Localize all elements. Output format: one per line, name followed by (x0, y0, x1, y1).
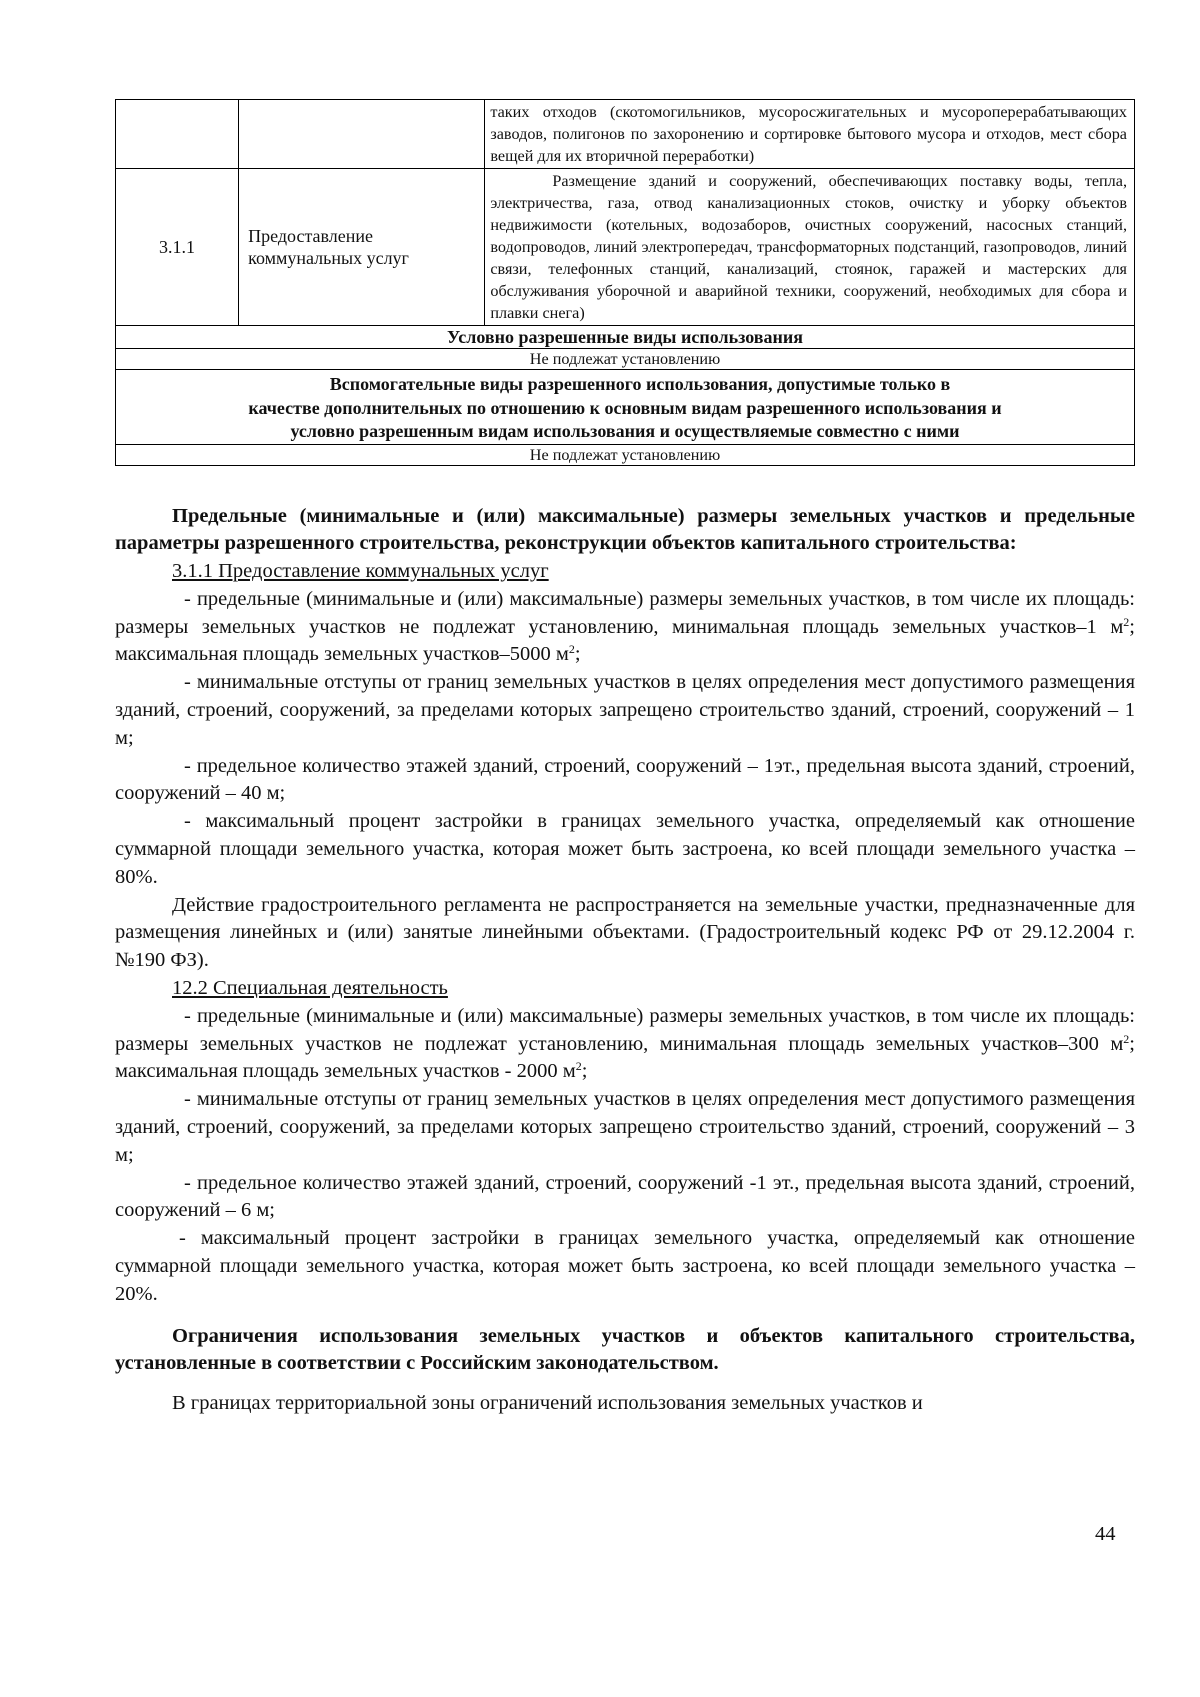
table-row (116, 349, 1135, 370)
paragraph: - предельные (минимальные и (или) максимальные) размеры земельных участков, в том числе их площадь: размеры земельных участков не подлежат установлению, минимальная площадь земельных участков–1 $м^2$; максимальная площадь земельных участков–5000 $м^2$; (115, 587, 1135, 666)
table-cell-code: 3.1.1 (116, 169, 239, 326)
section-title-12-2: 12.2 Специальная деятельность (172, 977, 448, 1000)
document-body (115, 503, 1135, 1419)
conditional-uses-heading: Условно разрешенные виды использования (116, 326, 1135, 349)
limits-heading: Предельные (минимальные и (или) максимальные) размеры земельных участков и предельные параметры разрешенного строительства, реконструкции объектов капитального строительства: (115, 504, 1135, 555)
paragraph: Действие градостроительного регламента не распространяется на земельные участки, предназначенные для размещения линейных и (или) занятые линейными объектами. (Градостроительный кодекс РФ от 29.12.2004 г. №190 ФЗ). (115, 893, 1135, 972)
paragraph: В границах территориальной зоны ограничений использования земельных участков и (172, 1392, 923, 1415)
paragraph: - минимальные отступы от границ земельных участков в целях определения мест допустимого размещения зданий, строений, сооружений, за пределами которых запрещено строительство зданий, строений, сооружений – 1 м; (115, 671, 1135, 749)
auxiliary-heading-line: условно разрешенным видам использования и осуществляемые совместно с ними (290, 421, 960, 441)
table-row (116, 444, 1135, 465)
paragraph: - предельное количество этажей зданий, строений, сооружений – 1эт., предельная высота зданий, строений, сооружений – 40 м; (115, 754, 1135, 805)
page-number: 44 (1095, 1523, 1116, 1545)
table-cell-name (239, 100, 485, 169)
restrictions-heading: Ограничения использования земельных участков и объектов капитального строительства, установленные в соответствии с Российским законодательством. (115, 1324, 1135, 1375)
table-cell-description: Размещение зданий и сооружений, обеспечивающих поставку воды, тепла, электричества, газа, отвод канализационных стоков, очистку и уборку объектов недвижимости (котельных, водозаборов, очистных сооружений, насосных станций, водопроводов, линий электропередач, трансформаторных подстанций, газопроводов, линий связи, телефонных станций, канализаций, стоянок, гаражей и мастерских для обслуживания уборочной и аварийной техники, сооружений, необходимых для сбора и плавки снега) (485, 169, 1135, 326)
table-cell-code (116, 100, 239, 169)
table-row (116, 326, 1135, 349)
table-row (116, 100, 1135, 169)
land-use-table (115, 99, 1135, 466)
paragraph: - максимальный процент застройки в границах земельного участка, определяемый как отношение суммарной площади земельного участка, которая может быть застроена, ко всей площади земельного участка – 80%. (115, 810, 1135, 888)
auxiliary-uses-heading (116, 370, 1135, 445)
table-row (116, 169, 1135, 326)
section-title-3-1-1: 3.1.1 Предоставление коммунальных услуг (172, 560, 549, 583)
conditional-uses-value: Не подлежат установлению (116, 349, 1135, 370)
paragraph: - минимальные отступы от границ земельных участков в целях определения мест допустимого размещения зданий, строений, сооружений, за пределами которых запрещено строительство зданий, строений, сооружений – 3 м; (115, 1088, 1135, 1166)
table-row (116, 370, 1135, 445)
table-cell-description: таких отходов (скотомогильников, мусоросжигательных и мусороперерабатывающих заводов, полигонов по захоронению и сортировке бытового мусора и отходов, мест сбора вещей для их вторичной переработки) (485, 100, 1135, 169)
paragraph: - предельные (минимальные и (или) максимальные) размеры земельных участков, в том числе их площадь: размеры земельных участков не подлежат установлению, минимальная площадь земельных участков–300 $м^2$; максимальная площадь земельных участков - 2000 $м^2$; (115, 1004, 1135, 1083)
auxiliary-uses-value: Не подлежат установлению (116, 444, 1135, 465)
paragraph: - предельное количество этажей зданий, строений, сооружений -1 эт., предельная высота зданий, строений, сооружений – 6 м; (115, 1171, 1135, 1222)
auxiliary-heading-line: Вспомогательные виды разрешенного использования, допустимые только в (329, 374, 951, 394)
table-cell-name: Предоставление коммунальных услуг (239, 169, 485, 326)
document-page (115, 99, 1135, 1418)
paragraph: - максимальный процент застройки в границах земельного участка, определяемый как отношение суммарной площади земельного участка, которая может быть застроена, ко всей площади земельного участка – 20%. (115, 1227, 1135, 1305)
auxiliary-heading-line: качестве дополнительных по отношению к основным видам разрешенного использования и (248, 397, 1002, 418)
